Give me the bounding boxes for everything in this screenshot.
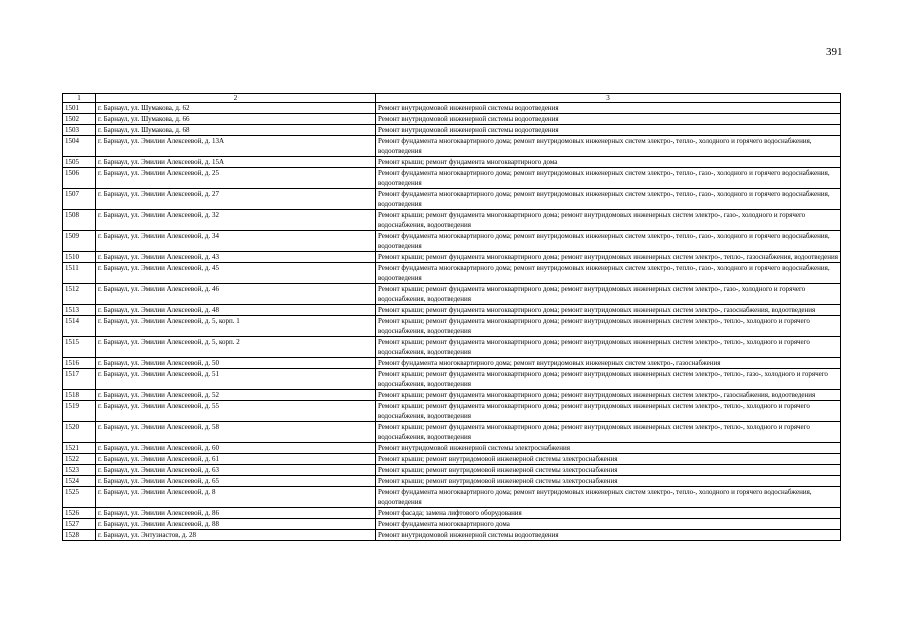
row-work: Ремонт внутридомовой инженерной системы водоотведения (376, 103, 841, 114)
table-row (63, 252, 841, 263)
row-number: 1505 (63, 157, 96, 168)
row-work: Ремонт фундамента многоквартирного дома (376, 519, 841, 530)
row-address: г. Барнаул, ул. Эмилии Алексеевой, д. 63 (96, 465, 376, 476)
row-work: Ремонт крыши; ремонт внутридомовой инженерной системы электроснабжения (376, 465, 841, 476)
table-row (63, 465, 841, 476)
row-number: 1526 (63, 508, 96, 519)
repair-registry-table (62, 93, 841, 541)
row-address: г. Барнаул, ул. Эмилии Алексеевой, д. 46 (96, 284, 376, 305)
row-address: г. Барнаул, ул. Эмилии Алексеевой, д. 43 (96, 252, 376, 263)
row-address: г. Барнаул, ул. Эмилии Алексеевой, д. 60 (96, 443, 376, 454)
row-work: Ремонт внутридомовой инженерной системы электроснабжения (376, 443, 841, 454)
row-work: Ремонт крыши; ремонт фундамента многоквартирного дома; ремонт внутридомовых инженерных систем электро-, тепло-, холодного и горячего водоснабжения, водоотведения (376, 401, 841, 422)
table-row (63, 337, 841, 358)
table-row (63, 358, 841, 369)
table-header-row (63, 94, 841, 103)
row-number: 1506 (63, 168, 96, 189)
row-number: 1512 (63, 284, 96, 305)
table-row (63, 422, 841, 443)
table-row (63, 136, 841, 157)
row-work: Ремонт крыши; ремонт фундамента многоквартирного дома; ремонт внутридомовых инженерных систем электро-, тепло-, холодного и горячего водоснабжения, водоотведения (376, 316, 841, 337)
row-work: Ремонт внутридомовой инженерной системы водоотведения (376, 530, 841, 541)
table-row (63, 189, 841, 210)
row-address: г. Барнаул, ул. Шумакова, д. 66 (96, 114, 376, 125)
row-work: Ремонт внутридомовой инженерной системы водоотведения (376, 114, 841, 125)
row-work: Ремонт крыши; ремонт фундамента многоквартирного дома; ремонт внутридомовых инженерных систем электро-, газоснабжения, водоотведения (376, 390, 841, 401)
row-address: г. Барнаул, ул. Эмилии Алексеевой, д. 25 (96, 168, 376, 189)
row-number: 1522 (63, 454, 96, 465)
row-work: Ремонт фундамента многоквартирного дома; ремонт внутридомовых инженерных систем электро-, тепло-, газо-, холодного и горячего водоснабжения, водоотведения (376, 263, 841, 284)
table-row (63, 519, 841, 530)
row-address: г. Барнаул, ул. Эмилии Алексеевой, д. 34 (96, 231, 376, 252)
row-address: г. Барнаул, ул. Эмилии Алексеевой, д. 48 (96, 305, 376, 316)
row-number: 1523 (63, 465, 96, 476)
row-address: г. Барнаул, ул. Эмилии Алексеевой, д. 13А (96, 136, 376, 157)
row-number: 1518 (63, 390, 96, 401)
row-work: Ремонт фундамента многоквартирного дома; ремонт внутридомовых инженерных систем электро-, тепло-, газо-, холодного и горячего водоснабжения, водоотведения (376, 189, 841, 210)
row-work: Ремонт крыши; ремонт фундамента многоквартирного дома; ремонт внутридомовых инженерных систем электро-, газо-, холодного и горячего водоснабжения, водоотведения (376, 284, 841, 305)
table-body (63, 103, 841, 541)
row-number: 1519 (63, 401, 96, 422)
row-address: г. Барнаул, ул. Эмилии Алексеевой, д. 61 (96, 454, 376, 465)
row-address: г. Барнаул, ул. Эмилии Алексеевой, д. 86 (96, 508, 376, 519)
table-row (63, 305, 841, 316)
row-address: г. Барнаул, ул. Шумакова, д. 62 (96, 103, 376, 114)
table-row (63, 168, 841, 189)
row-address: г. Барнаул, ул. Эмилии Алексеевой, д. 65 (96, 476, 376, 487)
row-work: Ремонт крыши; ремонт фундамента многоквартирного дома; ремонт внутридомовых инженерных систем электро-, газо-, холодного и горячего водоснабжения, водоотведения (376, 210, 841, 231)
row-number: 1528 (63, 530, 96, 541)
table-row (63, 508, 841, 519)
table-row (63, 530, 841, 541)
table-row (63, 390, 841, 401)
row-work: Ремонт крыши; ремонт фундамента многоквартирного дома; ремонт внутридомовых инженерных систем электро-, тепло-, холодного и горячего водоснабжения, водоотведения (376, 337, 841, 358)
row-work: Ремонт фундамента многоквартирного дома; ремонт внутридомовых инженерных систем электро-, тепло-, холодного и горячего водоснабжения, водоотведения (376, 136, 841, 157)
table-row (63, 103, 841, 114)
table-row (63, 401, 841, 422)
row-address: г. Барнаул, ул. Эмилии Алексеевой, д. 52 (96, 390, 376, 401)
table-row (63, 157, 841, 168)
row-work: Ремонт внутридомовой инженерной системы водоотведения (376, 125, 841, 136)
table-row (63, 443, 841, 454)
row-work: Ремонт фундамента многоквартирного дома; ремонт внутридомовых инженерных систем электро-, газоснабжения (376, 358, 841, 369)
row-number: 1527 (63, 519, 96, 530)
table-row (63, 231, 841, 252)
row-address: г. Барнаул, ул. Эмилии Алексеевой, д. 32 (96, 210, 376, 231)
row-work: Ремонт фасада; замена лифтового оборудования (376, 508, 841, 519)
column-header-number: 1 (63, 94, 96, 103)
row-address: г. Барнаул, ул. Эмилии Алексеевой, д. 45 (96, 263, 376, 284)
row-number: 1525 (63, 487, 96, 508)
row-number: 1510 (63, 252, 96, 263)
row-number: 1521 (63, 443, 96, 454)
row-address: г. Барнаул, ул. Эмилии Алексеевой, д. 27 (96, 189, 376, 210)
row-work: Ремонт крыши; ремонт фундамента многоквартирного дома; ремонт внутридомовых инженерных систем электро-, тепло-, газоснабжения, водоотведения (376, 252, 841, 263)
table-row (63, 487, 841, 508)
row-work: Ремонт фундамента многоквартирного дома; ремонт внутридомовых инженерных систем электро-, тепло-, газо-, холодного и горячего водоснабжения, водоотведения (376, 168, 841, 189)
row-number: 1511 (63, 263, 96, 284)
row-number: 1524 (63, 476, 96, 487)
row-number: 1515 (63, 337, 96, 358)
page-number: 391 (826, 46, 843, 58)
row-work: Ремонт крыши; ремонт внутридомовой инженерной системы электроснабжения (376, 476, 841, 487)
row-address: г. Барнаул, ул. Эмилии Алексеевой, д. 88 (96, 519, 376, 530)
table-row (63, 114, 841, 125)
table-row (63, 125, 841, 136)
table-row (63, 454, 841, 465)
row-number: 1501 (63, 103, 96, 114)
row-number: 1503 (63, 125, 96, 136)
row-address: г. Барнаул, ул. Эмилии Алексеевой, д. 55 (96, 401, 376, 422)
row-address: г. Барнаул, ул. Эмилии Алексеевой, д. 50 (96, 358, 376, 369)
row-address: г. Барнаул, ул. Энтузиастов, д. 28 (96, 530, 376, 541)
row-work: Ремонт крыши; ремонт фундамента многоквартирного дома; ремонт внутридомовых инженерных систем электро-, тепло-, газо-, холодного и горячего водоснабжения, водоотведения (376, 369, 841, 390)
row-number: 1516 (63, 358, 96, 369)
row-work: Ремонт крыши; ремонт фундамента многоквартирного дома (376, 157, 841, 168)
row-number: 1520 (63, 422, 96, 443)
row-address: г. Барнаул, ул. Эмилии Алексеевой, д. 5, корп. 2 (96, 337, 376, 358)
row-address: г. Барнаул, ул. Эмилии Алексеевой, д. 8 (96, 487, 376, 508)
row-work: Ремонт крыши; ремонт внутридомовой инженерной системы электроснабжения (376, 454, 841, 465)
row-work: Ремонт крыши; ремонт фундамента многоквартирного дома; ремонт внутридомовых инженерных систем электро-, газоснабжения, водоотведения (376, 305, 841, 316)
row-address: г. Барнаул, ул. Эмилии Алексеевой, д. 58 (96, 422, 376, 443)
row-number: 1502 (63, 114, 96, 125)
column-header-work: 3 (376, 94, 841, 103)
row-number: 1513 (63, 305, 96, 316)
row-number: 1517 (63, 369, 96, 390)
column-header-address: 2 (96, 94, 376, 103)
table-row (63, 369, 841, 390)
row-number: 1508 (63, 210, 96, 231)
row-work: Ремонт фундамента многоквартирного дома; ремонт внутридомовых инженерных систем электро-, тепло-, холодного и горячего водоснабжения, водоотведения (376, 487, 841, 508)
row-address: г. Барнаул, ул. Эмилии Алексеевой, д. 15А (96, 157, 376, 168)
table-row (63, 210, 841, 231)
table-row (63, 476, 841, 487)
row-number: 1507 (63, 189, 96, 210)
table-row (63, 284, 841, 305)
row-address: г. Барнаул, ул. Шумакова, д. 68 (96, 125, 376, 136)
row-work: Ремонт крыши; ремонт фундамента многоквартирного дома; ремонт внутридомовых инженерных систем электро-, тепло-, холодного и горячего водоснабжения, водоотведения (376, 422, 841, 443)
table-row (63, 263, 841, 284)
row-number: 1504 (63, 136, 96, 157)
row-address: г. Барнаул, ул. Эмилии Алексеевой, д. 5, корп. 1 (96, 316, 376, 337)
table-row (63, 316, 841, 337)
row-number: 1514 (63, 316, 96, 337)
row-work: Ремонт фундамента многоквартирного дома; ремонт внутридомовых инженерных систем электро-, тепло-, газо-, холодного и горячего водоснабжения, водоотведения (376, 231, 841, 252)
row-number: 1509 (63, 231, 96, 252)
row-address: г. Барнаул, ул. Эмилии Алексеевой, д. 51 (96, 369, 376, 390)
